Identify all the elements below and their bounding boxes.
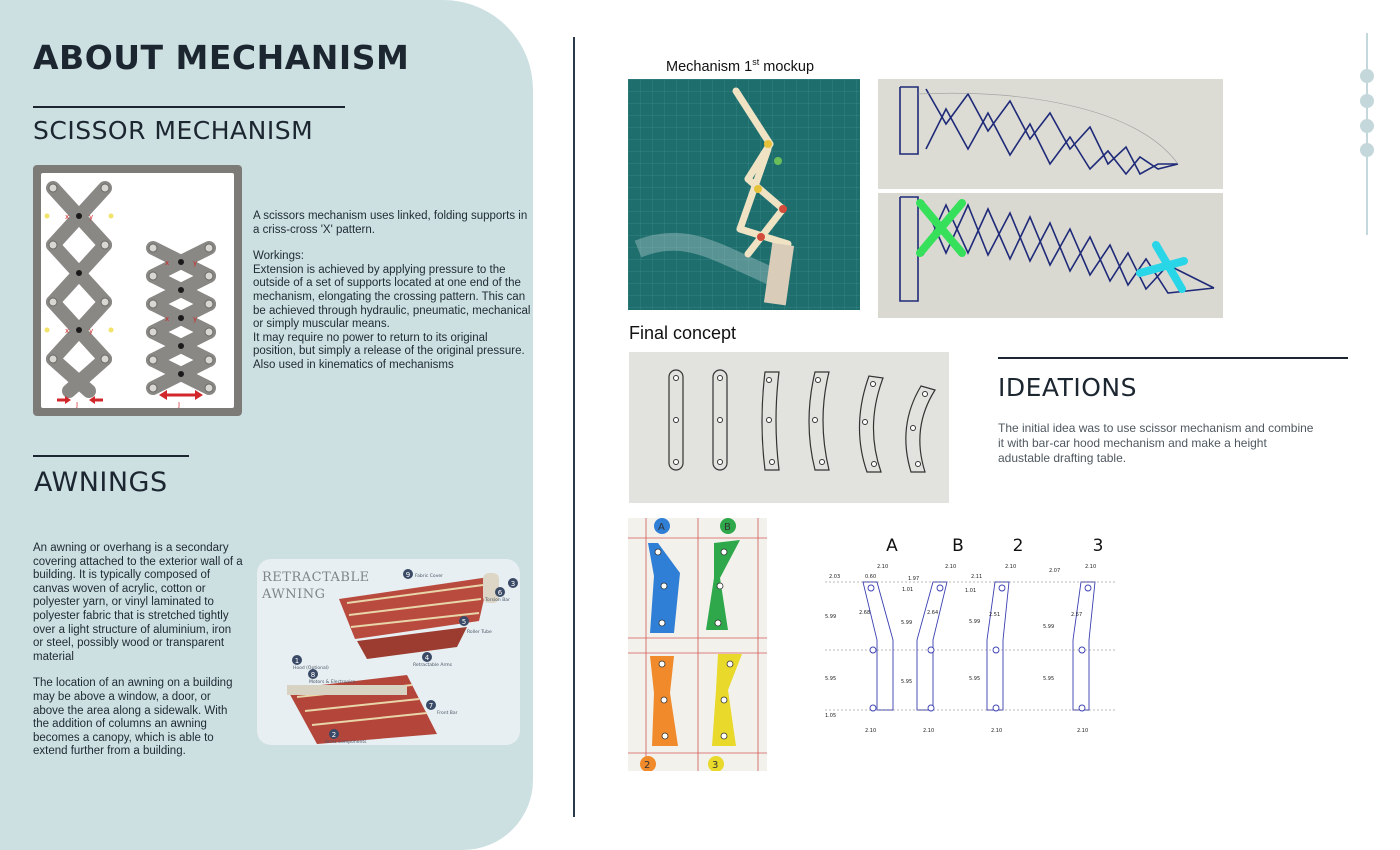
scissor-description: A scissors mechanism uses linked, folding supports in a criss-cross 'X' pattern. xyxy=(253,210,528,236)
dim-3-2: 5.99 xyxy=(1043,624,1055,630)
callout-label-fabric-cover: Fabric Cover xyxy=(415,574,443,579)
awnings-paragraph-2: The location of an awning on a building may be above a window, a door, or above the area along a sidewalk. With the addition of columns an awning becomes a canopy, which is able to extend further from a building. xyxy=(33,677,233,758)
dim-bottom-a: 2.10 xyxy=(865,728,877,734)
dim-bottom-b: 2.10 xyxy=(923,728,935,734)
dim-3-1: 2.57 xyxy=(1071,612,1083,618)
dim-a-0: 2.03 xyxy=(829,574,841,580)
dim-a-1: 0.60 xyxy=(865,574,877,580)
ideations-text: The initial idea was to use scissor mechanism and combine it with bar-car hood mechanism and make a height adustable drafting table. xyxy=(998,421,1314,465)
dim-b-1: 1.01 xyxy=(902,587,914,593)
callout-label-front-bar: Front Bar xyxy=(437,711,458,716)
scissor-mark-y: y xyxy=(89,327,94,335)
page-nav-dot-1[interactable] xyxy=(1360,69,1374,83)
callout-num-6: 6 xyxy=(497,589,503,597)
dim-2-1: 1.01 xyxy=(965,588,977,594)
drawing-label-b: B xyxy=(952,536,964,556)
mockup-caption: Mechanism 1st mockup xyxy=(666,57,815,75)
callout-num-8: 8 xyxy=(310,671,316,679)
drawing-label-3: 3 xyxy=(1092,536,1104,556)
scissor-diagram-svg xyxy=(41,173,234,408)
callout-num-5: 5 xyxy=(461,618,467,626)
callout-label-roller-tube: Roller Tube xyxy=(467,630,492,635)
page-nav-line xyxy=(1366,33,1368,235)
scissor-mechanism-diagram xyxy=(33,165,242,416)
dim-bottom-2: 2.10 xyxy=(991,728,1003,734)
scissor-mark-x: x xyxy=(65,327,70,335)
dim-a-5: 1.05 xyxy=(825,713,837,719)
callout-label-retractable-arms: Retractable Arms xyxy=(413,663,452,668)
scissor-mark-x: x xyxy=(65,213,70,221)
color-label-3: 3 xyxy=(712,760,719,771)
drawing-label-2: 2 xyxy=(1012,536,1024,556)
page-nav-dot-4[interactable] xyxy=(1360,143,1374,157)
scissor-sketch-bottom xyxy=(878,193,1223,318)
final-concept-svg xyxy=(629,352,949,503)
ideations-rule xyxy=(998,357,1348,359)
workings-label: Workings: xyxy=(253,250,304,263)
dim-bottom-3: 2.10 xyxy=(1077,728,1089,734)
page-nav-dot-3[interactable] xyxy=(1360,119,1374,133)
dim-3-3: 5.95 xyxy=(1043,676,1055,682)
kinematics-text: Also used in kinematics of mechanisms xyxy=(253,358,454,371)
dim-b-2: 2.64 xyxy=(927,610,939,616)
scissor-sketch-top-svg xyxy=(878,79,1223,189)
dim-a-4: 5.95 xyxy=(825,676,837,682)
awnings-paragraph-1: An awning or overhang is a secondary covering attached to the exterior wall of a building. It is typically composed of canvas woven of acrylic, cotton or polyester yarn, or vinyl laminated to polyester fabric that is stretched tightly over a light structure of aluminium, iron or steel, possibly wood or transparent material xyxy=(33,542,243,663)
callout-num-2: 2 xyxy=(331,731,337,739)
dim-a-2: 2.68 xyxy=(859,610,871,616)
dim-2-2: 2.51 xyxy=(989,612,1001,618)
scissor-sketch-top xyxy=(878,79,1223,189)
drawing-label-a: A xyxy=(886,536,898,556)
return-text: It may require no power to return to its original position, but simply a release of the original pressure. xyxy=(253,331,525,358)
scissor-mark-y: y xyxy=(193,315,198,323)
scissor-mark-x: x xyxy=(165,315,170,323)
color-label-b: B xyxy=(724,522,731,533)
awning-illustration xyxy=(257,559,520,745)
dim-top-2: 2.10 xyxy=(1005,564,1017,570)
colored-drawing-svg xyxy=(628,518,767,771)
dim-b-3: 5.99 xyxy=(901,620,913,626)
awning-image-title-1: RETRACTABLE xyxy=(262,570,370,585)
mockup-photo-svg xyxy=(628,79,860,310)
title-rule xyxy=(33,106,345,108)
dim-2-0: 2.11 xyxy=(971,574,983,580)
dim-top-3: 2.10 xyxy=(1085,564,1097,570)
scissor-description-block xyxy=(253,210,533,373)
callout-label-arms-components: Arms Components xyxy=(325,740,367,745)
callout-label-torsion-bar: Torsion Bar xyxy=(485,598,510,603)
final-concept-sketch xyxy=(629,352,949,503)
dim-b-4: 5.95 xyxy=(901,679,913,685)
awnings-heading: AWNINGS xyxy=(34,467,168,498)
color-label-2: 2 xyxy=(644,760,651,771)
callout-label-hood: Hood (Optional) xyxy=(293,666,329,671)
scissor-mark-y: y xyxy=(89,213,94,221)
center-divider xyxy=(573,37,575,817)
colored-link-drawing xyxy=(628,518,767,771)
callout-num-1: 1 xyxy=(294,657,300,665)
dim-top-b: 2.10 xyxy=(945,564,957,570)
scissor-mark-j: J xyxy=(76,401,79,408)
callout-label-motors: Motors & Electronics xyxy=(309,680,356,685)
callout-num-7: 7 xyxy=(428,702,434,710)
scissor-sketch-bottom-svg xyxy=(878,193,1223,318)
callout-num-9: 9 xyxy=(405,571,411,579)
callout-num-4: 4 xyxy=(424,654,430,662)
technical-drawing-svg xyxy=(815,530,1130,740)
page-nav-dot-2[interactable] xyxy=(1360,94,1374,108)
technical-link-drawing xyxy=(815,530,1130,740)
dim-top-a: 2.10 xyxy=(877,564,889,570)
awnings-text-block xyxy=(33,542,243,759)
retractable-awning-image xyxy=(257,559,520,745)
scissor-heading: SCISSOR MECHANISM xyxy=(33,116,314,145)
awning-image-title-2: AWNING xyxy=(262,587,326,602)
dim-a-3: 5.99 xyxy=(825,614,837,620)
scissor-mark-x: x xyxy=(165,259,170,267)
color-label-a: A xyxy=(658,522,665,533)
final-concept-caption: Final concept xyxy=(629,323,737,343)
dim-2-3: 5.99 xyxy=(969,619,981,625)
dim-3-0: 2.07 xyxy=(1049,568,1061,574)
dim-2-4: 5.95 xyxy=(969,676,981,682)
dim-b-0: 1.97 xyxy=(908,576,920,582)
page-title: ABOUT MECHANISM xyxy=(33,38,410,77)
awnings-rule xyxy=(33,455,189,457)
scissor-mark-y: y xyxy=(193,259,198,267)
callout-num-3: 3 xyxy=(510,580,516,588)
ideations-heading: IDEATIONS xyxy=(998,373,1137,402)
workings-text: Extension is achieved by applying pressure to the outside of a set of supports located at one end of the mechanism, elongating the crossing pattern. This can be achieved through hydraulic, pneumatic, mechanical or simply muscular means. xyxy=(253,263,531,331)
mechanism-mockup-photo xyxy=(628,79,860,310)
scissor-mark-j: J xyxy=(178,401,181,408)
